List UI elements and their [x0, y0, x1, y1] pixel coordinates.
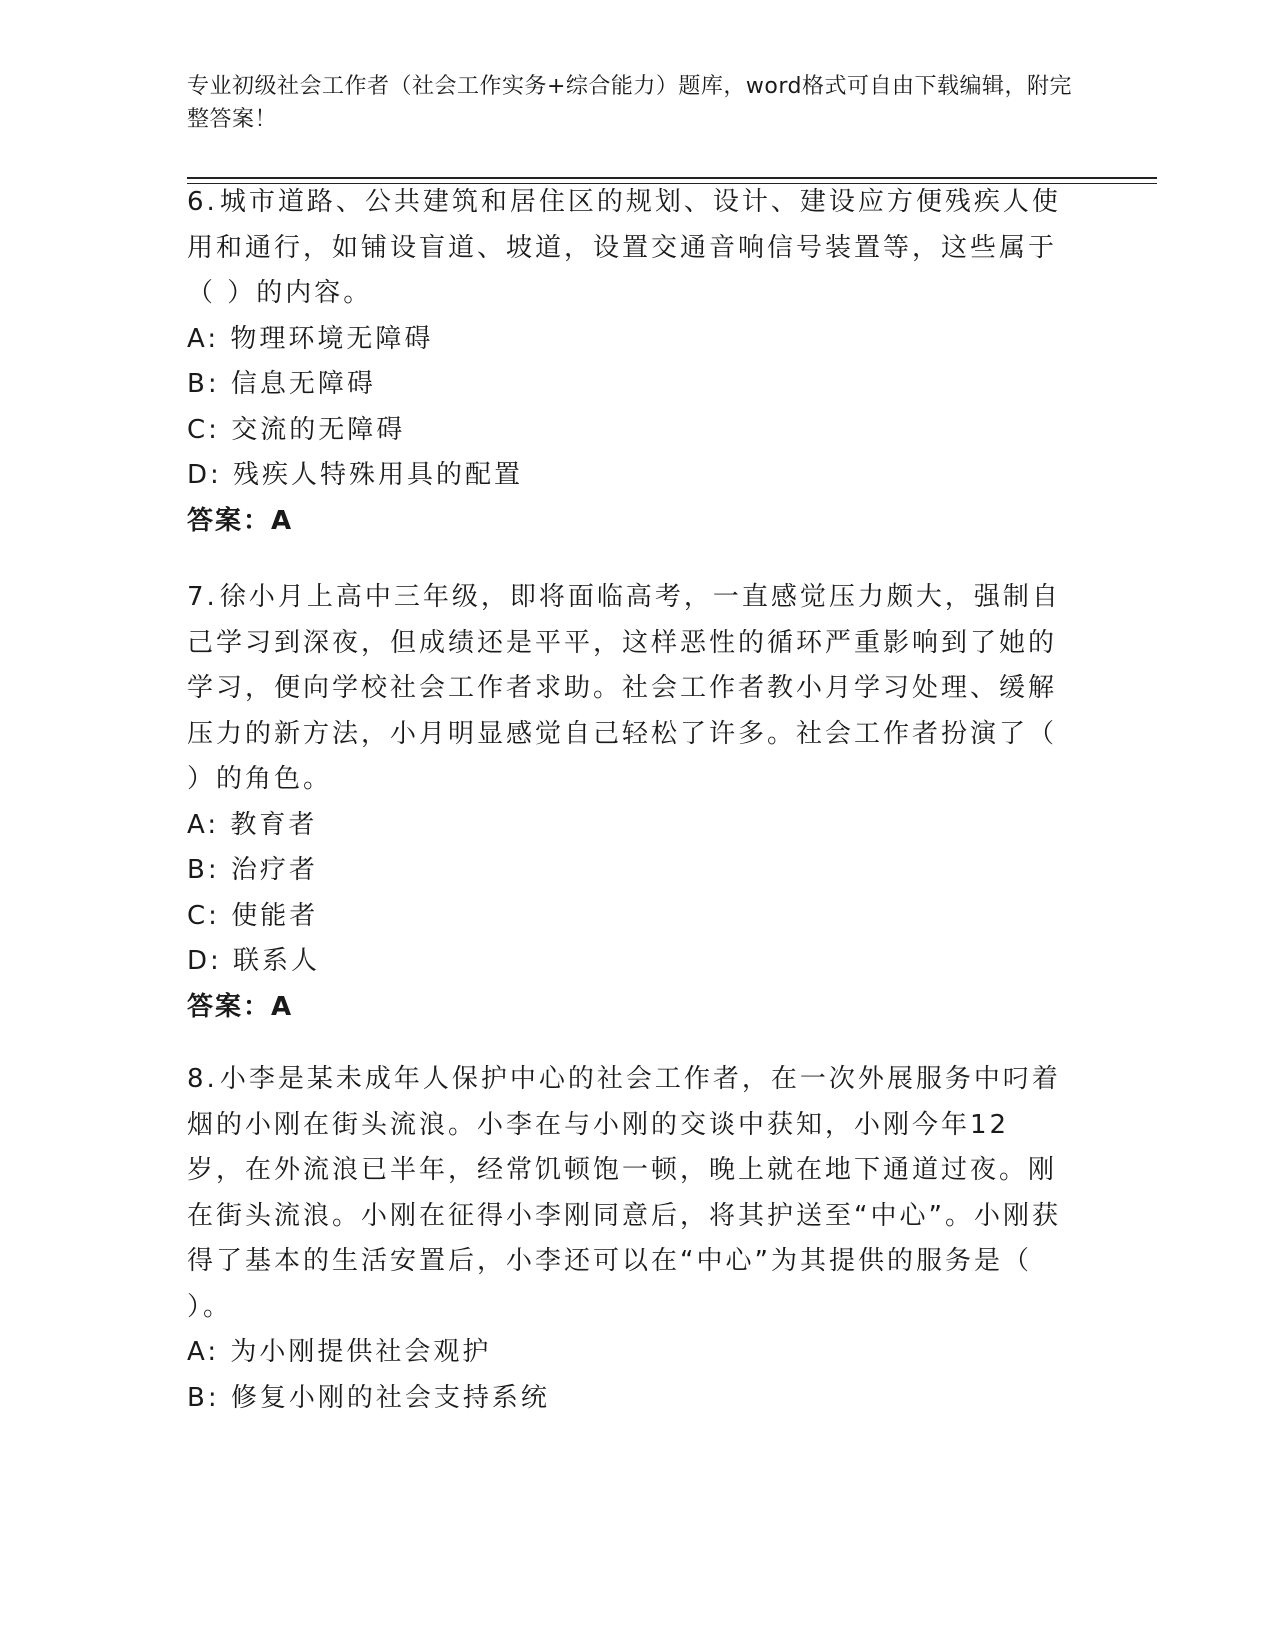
option-a — [187, 803, 1067, 849]
option-letter: D: — [187, 946, 222, 976]
option-letter: D: — [187, 460, 222, 490]
option-letter: B: — [187, 855, 220, 885]
option-text: 教育者 — [230, 809, 318, 840]
option-letter: B: — [187, 1382, 220, 1413]
option-a — [187, 317, 1067, 363]
question-6 — [187, 180, 1067, 544]
option-text: 使能者 — [231, 900, 319, 931]
option-c — [187, 408, 1067, 454]
document-header-title: 专业初级社会工作者（社会工作实务+综合能力）题库，word格式可自由下载编辑，附完整答案！ — [187, 74, 1073, 132]
option-text: 联系人 — [233, 946, 321, 976]
option-b — [187, 1376, 1067, 1422]
question-number: 8. — [187, 1064, 218, 1094]
answer-label: 答案：A — [187, 505, 294, 536]
question-number: 6. — [187, 187, 218, 217]
question-text: 小李是某未成年人保护中心的社会工作者，在一次外展服务中叼着烟的小刚在街头流浪。小李在与小刚的交谈中获知，小刚今年12岁，在外流浪已半年，经常饥顿饱一顿，晚上就在地下通道过夜。刚在街头流浪。小刚在征得小李刚同意后，将其护送至“中心”。小刚获得了基本的生活安置后，小李还可以在“中心”为其提供的服务是（ ）。 — [187, 1064, 1061, 1322]
option-text: 残疾人特殊用具的配置 — [233, 460, 524, 490]
option-a — [187, 1330, 1067, 1376]
question-stem — [187, 575, 1067, 803]
option-b — [187, 362, 1067, 408]
option-letter: C: — [187, 900, 220, 931]
option-text: 为小刚提供社会观护 — [230, 1337, 492, 1367]
question-8 — [187, 1057, 1067, 1421]
option-letter: A: — [187, 809, 220, 840]
header-divider-thick — [187, 177, 1157, 179]
answer-label: 答案：A — [187, 991, 294, 1022]
option-c — [187, 894, 1067, 940]
option-b — [187, 848, 1067, 894]
option-text: 信息无障碍 — [230, 369, 376, 399]
option-d — [187, 939, 1067, 985]
question-number: 7. — [187, 582, 218, 612]
option-text: 治疗者 — [230, 855, 318, 885]
option-letter: A: — [187, 323, 220, 354]
option-letter: B: — [187, 369, 220, 399]
question-stem — [187, 180, 1067, 317]
question-text: 城市道路、公共建筑和居住区的规划、设计、建设应方便残疾人使用和通行，如铺设盲道、坡道，设置交通音响信号装置等，这些属于（ ）的内容。 — [187, 187, 1061, 308]
question-text: 徐小月上高中三年级，即将面临高考，一直感觉压力颇大，强制自己学习到深夜，但成绩还是平平，这样恶性的循环严重影响到了她的学习，便向学校社会工作者求助。社会工作者教小月学习处理、缓解压力的新方法，小月明显感觉自己轻松了许多。社会工作者扮演了（ ）的角色。 — [187, 582, 1061, 794]
option-letter: A: — [187, 1337, 220, 1367]
option-letter: C: — [187, 414, 220, 445]
option-text: 修复小刚的社会支持系统 — [230, 1382, 550, 1413]
option-text: 交流的无障碍 — [231, 414, 406, 445]
question-stem — [187, 1057, 1067, 1330]
question-7 — [187, 575, 1067, 1030]
option-d — [187, 453, 1067, 499]
option-text: 物理环境无障碍 — [230, 323, 434, 354]
